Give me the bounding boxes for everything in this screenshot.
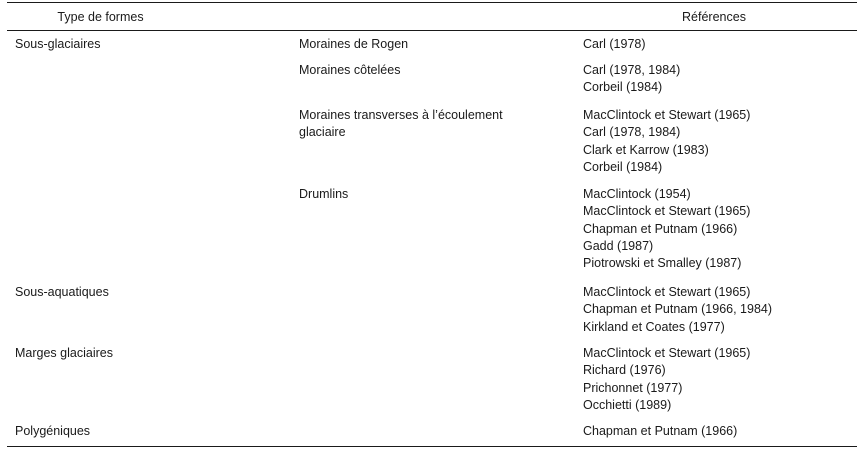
reference-entry: Corbeil (1984) — [583, 80, 663, 95]
form-moraines-transverses — [299, 107, 503, 142]
form-moraines-de-rogen — [299, 36, 408, 53]
reference-entry: Chapman et Putnam (1966, 1984) — [583, 302, 773, 317]
form-name-line: Moraines côtelées — [299, 63, 401, 77]
reference-entry: MacClintock et Stewart (1965) — [583, 285, 751, 299]
refs-drumlins — [583, 186, 750, 272]
form-moraines-cotelees — [299, 62, 400, 79]
reference-entry: Kirkland et Coates (1977) — [583, 319, 725, 334]
category-polygeniques: Polygéniques — [15, 424, 91, 438]
reference-entry: MacClintock et Stewart (1965) — [583, 204, 751, 219]
header-references: Références — [682, 10, 746, 24]
bottom-rule — [7, 446, 857, 447]
refs-moraines-de-rogen — [583, 36, 646, 53]
reference-entry: MacClintock (1954) — [583, 187, 691, 201]
header-rule — [7, 30, 857, 31]
reference-entry: Carl (1978, 1984) — [583, 63, 681, 77]
refs-moraines-transverses — [583, 107, 750, 176]
refs-sous-aquatiques — [583, 284, 772, 336]
reference-entry: Clark et Karrow (1983) — [583, 142, 709, 157]
refs-moraines-cotelees — [583, 62, 680, 97]
reference-entry: Occhietti (1989) — [583, 397, 672, 412]
form-drumlins — [299, 186, 348, 203]
refs-marges-glaciaires — [583, 345, 750, 414]
category-sous-glaciaires: Sous-glaciaires — [15, 37, 101, 51]
form-name-line: Moraines de Rogen — [299, 37, 409, 51]
reference-entry: Richard (1976) — [583, 363, 666, 378]
header-type-de-formes: Type de formes — [57, 10, 144, 24]
reference-entry: Corbeil (1984) — [583, 159, 663, 174]
form-name-line: glaciaire — [299, 125, 346, 140]
category-marges-glaciaires: Marges glaciaires — [15, 346, 113, 360]
top-rule — [7, 2, 857, 3]
form-name-line: Drumlins — [299, 187, 349, 201]
reference-entry: MacClintock et Stewart (1965) — [583, 346, 751, 360]
reference-entry: Piotrowski et Smalley (1987) — [583, 256, 742, 271]
reference-entry: Gadd (1987) — [583, 238, 654, 253]
reference-entry: Carl (1978, 1984) — [583, 125, 681, 140]
reference-entry: Chapman et Putnam (1966) — [583, 221, 738, 236]
reference-entry: Prichonnet (1977) — [583, 380, 683, 395]
reference-entry: MacClintock et Stewart (1965) — [583, 108, 751, 122]
reference-entry: Carl (1978) — [583, 37, 646, 51]
reference-entry: Chapman et Putnam (1966) — [583, 424, 738, 438]
refs-polygeniques — [583, 423, 737, 440]
category-sous-aquatiques: Sous-aquatiques — [15, 285, 109, 299]
form-name-line: Moraines transverses à l’écoulement — [299, 108, 503, 122]
